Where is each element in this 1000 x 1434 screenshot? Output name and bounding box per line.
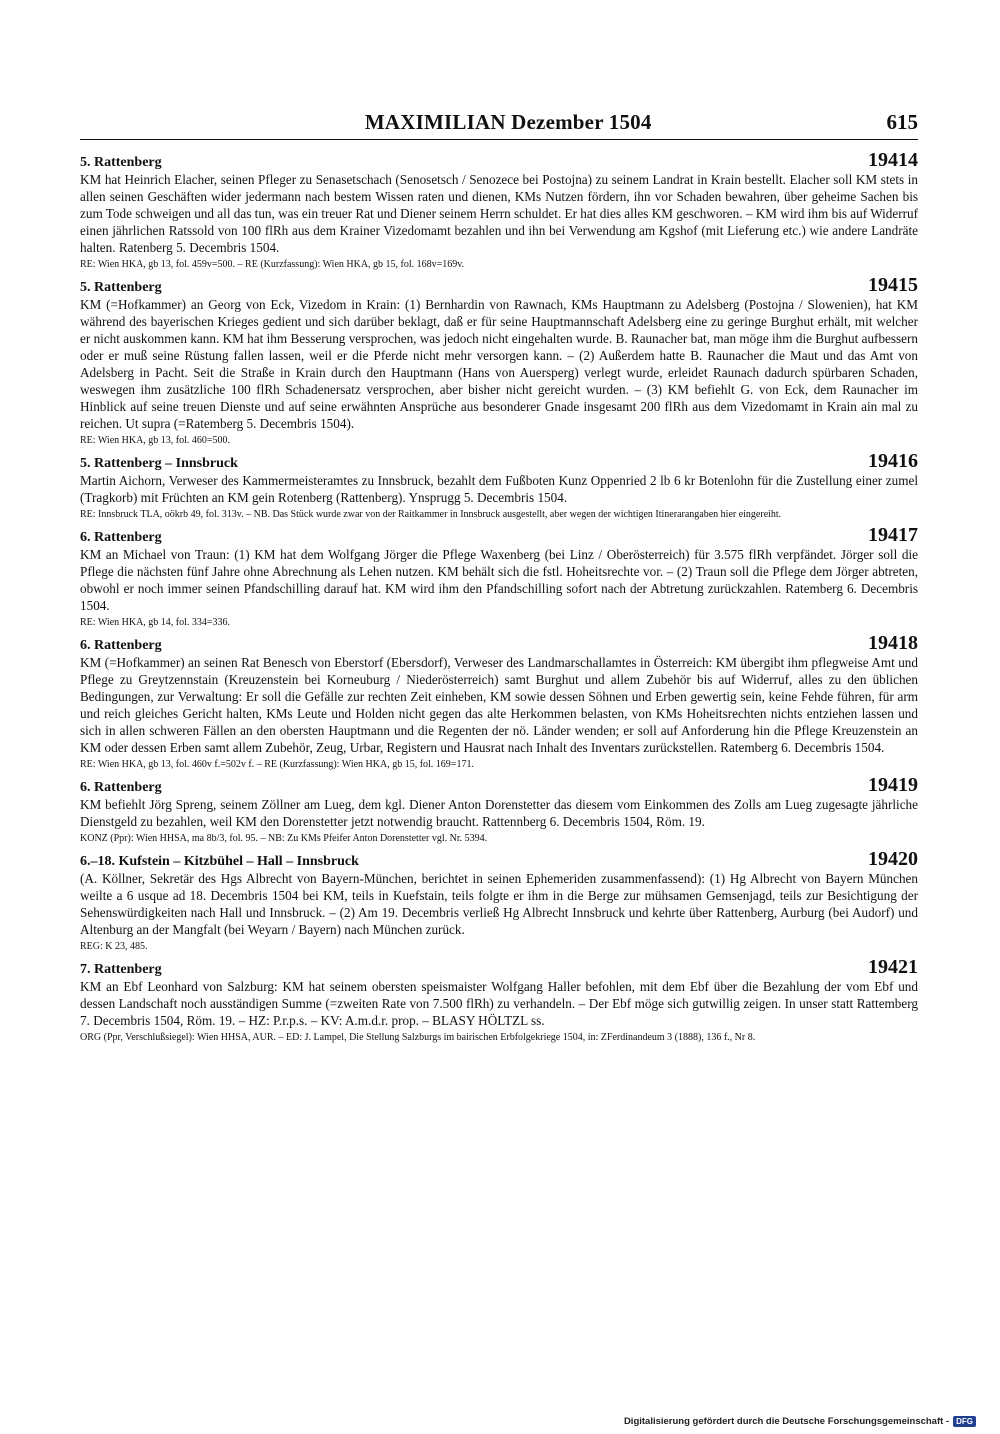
footer-text: Digitalisierung gefördert durch die Deutsche Forschungsgemeinschaft -	[623, 1416, 950, 1427]
entry-date: 5. Rattenberg – Innsbruck	[80, 456, 238, 471]
entry-body: KM an Michael von Traun: (1) KM hat dem Wolfgang Jörger die Pflege Waxenberg (bei Linz / Oberösterreich) für 3.575 flRh verpfändet. Jörger soll die Pflege die nächsten fünf Jahre ohne Abrechnung als Lehen nutzen. KM behält sich die fstl. Hoheitsrechte vor. – (2) Traun soll die Pflege dem Jörger abtreten, obwohl er noch immer seinen Pfandschilling darauf hat. KM wird ihm den Pfandschilling sofort nach der Abtretung zurückzahlen. Ratemberg 6. Decembris 1504.	[80, 547, 918, 613]
entry-19418	[80, 632, 918, 771]
entry-body: KM (=Hofkammer) an Georg von Eck, Vizedom in Krain: (1) Bernhardin von Rawnach, KMs Hauptmann zu Adelsberg (Postojna / Slowenien), hat KM während des bayerischen Krieges gedient und sich darüber beklagt, daß er für seine Hauptmannschaft Adelsberg eine zu geringe Burghut erhält, mit welcher er nicht auskommen kann. KM hat ihm Besserung versprochen, was jedoch nicht eingehalten wurde. B. Raunacher bat, man möge ihm die Burghut aufbessern oder er muß seine Rüstung fallen lassen, weil er die Pferde nicht mehr versorgen kann. – (2) Außerdem hatte B. Raunacher die Maut und das Amt von Adelsberg in Pacht. Seit die Straße in Krain durch den Hauptmann (Hans von Auersperg) verlegt wurde, erleidet Raunach dadurch spürbaren Schaden, weswegen ihm zusätzliche 100 flRh Schadenersatz versprochen, aber bisher nicht gereicht wurden. – (3) KM befiehlt G. von Eck, dem Raunacher im Hinblick auf seine treuen Dienste und auf seine erwähnten Ansprüche aus besonderer Gnade insgesamt 200 flRh aus dem Vizedomamt in Krain ain mal zu reichen. Ut supra (=Ratemberg 5. Decembris 1504).	[80, 297, 918, 431]
entry-19420	[80, 848, 918, 953]
entry-19419	[80, 774, 918, 845]
entry-body: KM hat Heinrich Elacher, seinen Pfleger zu Senasetschach (Senosetsch / Senozece bei Postojna) zu seinem Landrat in Krain bestellt. Elacher soll KM stets in allen seinen Geschäften wider jedermann nach bestem Wissen raten und dienen, KMs Nutzen fördern, ihn vor Schaden bewahren, über geheime Sachen bis zum Tode schweigen und all das tun, was ein treuer Rat und Diener seinem Herrn schuldet. Er hat dies alles KM geschworen. – KM wird ihm bis auf Widerruf einen jährlichen Ratssold von 100 flRh aus dem Krainer Vizedomamt bezahlen und ihn bei Verwendung am Kgshof (mit Lieferung etc.) wie andere Landräte halten. Ratenberg 5. Decembris 1504.	[80, 172, 918, 255]
entry-body: Martin Aichorn, Verweser des Kammermeisteramtes zu Innsbruck, bezahlt dem Fußboten Kunz Oppenried 2 lb 6 kr Botenlohn für die Zustellung einer zumel (Tragkorb) mit Früchten an KM gein Rotenberg (Rattenberg). Ynsprugg 5. Decembris 1504.	[80, 473, 918, 505]
entry-date: 7. Rattenberg	[80, 962, 162, 977]
entry-19417	[80, 524, 918, 629]
entry-number: 19418	[868, 632, 918, 654]
entry-date: 6. Rattenberg	[80, 638, 162, 653]
entry-19415	[80, 274, 918, 447]
dfg-logo: DFG	[953, 1416, 976, 1427]
entry-body: KM an Ebf Leonhard von Salzburg: KM hat seinem obersten speismaister Wolfgang Haller befohlen, mit dem Ebf über die Bezahlung der vom Ebf und dessen Landschaft noch ausständigen Summe (=zweiten Rate von 7.500 flRh) zu verhandeln. – Der Ebf möge sich gutwillig zeigen. In unser statt Rattemberg 7. Decembris 1504, Röm. 19. – HZ: P.r.p.s. – KV: A.m.d.r. prop. – BLASY HÖLTZL ss.	[80, 979, 918, 1028]
entry-source: KONZ (Ppr): Wien HHSA, ma 8b/3, fol. 95. – NB: Zu KMs Pfeifer Anton Dorenstetter vgl. Nr. 5394.	[80, 833, 488, 844]
page-title: MAXIMILIAN Dezember 1504	[364, 110, 652, 134]
entry-19421	[80, 956, 918, 1044]
entry-date: 6. Rattenberg	[80, 530, 162, 545]
entry-number: 19421	[868, 956, 918, 978]
entry-19414	[80, 149, 918, 271]
entry-number: 19416	[868, 450, 918, 472]
digitization-footer	[624, 1416, 976, 1427]
page	[80, 110, 918, 1050]
entry-source: RE: Innsbruck TLA, oökrb 49, fol. 313v. – NB. Das Stück wurde zwar von der Raitkammer in Innsbruck ausgestellt, aber wegen der wichtigen Itinerarangaben hier eingereiht.	[80, 509, 782, 520]
entry-body: KM befiehlt Jörg Spreng, seinem Zöllner am Lueg, dem kgl. Diener Anton Dorenstetter das diesem vom Einkommen des Zolls am Lueg zugesagte jährliche Dienstgeld zu bezahlen, weil KM den Dorenstetter jetzt notwendig braucht. Rattennberg 6. Decembris 1504, Röm. 19.	[80, 797, 918, 829]
entry-source: REG: K 23, 485.	[80, 941, 148, 952]
entry-source: RE: Wien HKA, gb 13, fol. 460=500.	[80, 435, 231, 446]
entry-date: 5. Rattenberg	[80, 280, 162, 295]
entry-number: 19419	[868, 774, 918, 796]
entry-number: 19415	[868, 274, 918, 296]
entry-source: ORG (Ppr, Verschlußsiegel): Wien HHSA, AUR. – ED: J. Lampel, Die Stellung Salzburgs im bairischen Erbfolgekriege 1504, in: ZFerdinandeum 3 (1888), 136 f., Nr 8.	[80, 1032, 756, 1043]
entry-date: 5. Rattenberg	[80, 155, 162, 170]
entry-number: 19414	[868, 149, 918, 171]
entry-19416	[80, 450, 918, 521]
entry-number: 19420	[868, 848, 918, 870]
page-number: 615	[886, 110, 918, 134]
entry-number: 19417	[868, 524, 918, 546]
entry-date: 6. Rattenberg	[80, 780, 162, 795]
entry-date: 6.–18. Kufstein – Kitzbühel – Hall – Innsbruck	[80, 854, 359, 869]
entry-body: (A. Köllner, Sekretär des Hgs Albrecht von Bayern-München, berichtet in seinen Ephemeriden zusammenfassend): (1) Hg Albrecht von Bayern München weilte a 6 usque ad 18. Decembris 1504 bei KM, teils in Kuefstain, teils folgte er ihm in die Berge zur mühsamen Gemsenjagd, teils zur Besichtigung der Sehenswürdigkeiten nach Hall und Innsbruck. – (2) Am 19. Decembris verließ Hg Albrecht Innsbruck und kehrte über Rattenberg, Aurburg (bei Audorf) und Altenburg an der Mangfalt (bei Weyarn / Bayern) nach München zurück.	[80, 871, 918, 937]
entry-source: RE: Wien HKA, gb 13, fol. 459v=500. – RE (Kurzfassung): Wien HKA, gb 15, fol. 168v=169v.	[80, 259, 465, 270]
entry-source: RE: Wien HKA, gb 13, fol. 460v f.=502v f. – RE (Kurzfassung): Wien HKA, gb 15, fol. 169=171.	[80, 759, 474, 770]
entry-source: RE: Wien HKA, gb 14, fol. 334=336.	[80, 617, 231, 628]
page-header	[80, 110, 918, 140]
entry-body: KM (=Hofkammer) an seinen Rat Benesch von Eberstorf (Ebersdorf), Verweser des Landmarschallamtes in Österreich: KM übergibt ihm pflegweise Amt und Pflege zu Greytzennstain (Kreuzenstein bei Korneuburg / Niederösterreich) samt Burghut und allem Zubehör bis auf Widerruf, alles zu den üblichen Bedingungen, zur Verwaltung: Er soll die Gefälle zur rechten Zeit einheben, KM sowie dessen Söhnen und Erben gewertig sein, keine Fehde führen, für arm und reich gleiches Gericht halten, KMs Leute und Holden nicht gegen das alte Herkommen belasten, von KMs Hoheitsrechten nichts entziehen lassen und sich in allen schweren Fällen an den obersten Hauptmann und die Regenten der nö. Länder wenden; er soll auf Anforderung hin die Pflege Kreuzenstein an KM oder dessen Erben samt allem Zubehör, Zeug, Urbar, Registern und Hausrat nach Inhalt des Inventars zurückstellen. Ratemberg 6. Decembris 1504.	[80, 655, 918, 755]
